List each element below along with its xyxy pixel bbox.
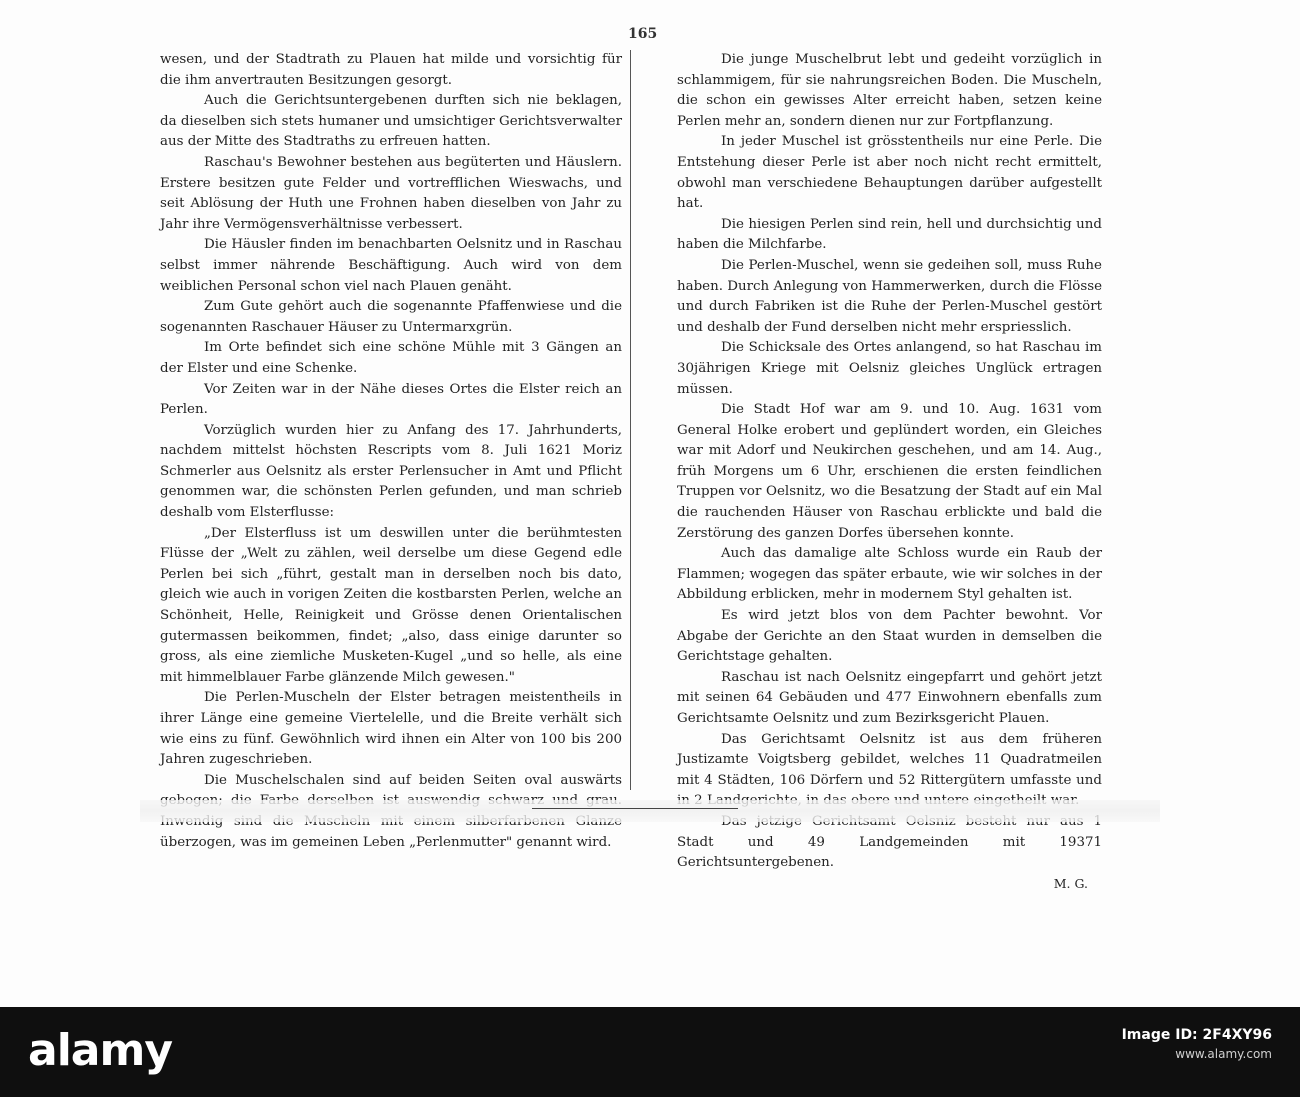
- bleed-through-band: [140, 800, 1160, 822]
- paragraph: Im Orte befindet sich eine schöne Mühle mit 3 Gängen an der Elster und eine Schenke.: [160, 340, 622, 376]
- right-text-column: [677, 50, 1102, 894]
- paragraph: Die Muschelschalen sind auf beiden Seiten oval auswärts überzogen, was im gemeinen Leben „Perlenmutter" genannt wird.: [160, 772, 622, 850]
- paragraph: Stadt und 49 Landgemeinden mit 19371 Gerichtsuntergebenen.: [677, 834, 1102, 871]
- end-rule: [532, 808, 738, 809]
- paragraph: Die Stadt Hof war am 9. und 10. Aug. 1631 vom General Holke erobert und geplündert worden, ein Gleiches war mit Adorf und Neukirchen geschehen, und am 14. Aug., früh Morgens um 6 Uhr, erschienen die ersten feindlichen Truppen vor Oelsnitz, wo die Besatzung der Stadt auf ein Mal die rauchenden Häuser von Raschau erblickte und bald die Zerstörung des ganzen Dorfes übersehen konnte.: [677, 402, 1102, 541]
- paragraph: Raschau's Bewohner bestehen aus begüterten und Häuslern. Erstere besitzen gute Felder und vortrefflichen Wieswachs, und seit Ablösung der Huth une Frohnen haben dieselben von Jahr zu Jahr ihre Vermögensverhältnisse verbessert.: [160, 154, 622, 232]
- paragraph: Raschau ist nach Oelsnitz eingepfarrt und gehört jetzt mit seinen 64 Gebäuden und 477 Einwohnern ebenfalls zum Gerichtsamte Oelsnitz und zum Bezirksgericht Plauen.: [677, 669, 1102, 726]
- watermark-banner: [0, 1007, 1300, 1097]
- paragraph: Das Gerichtsamt Oelsnitz ist aus dem früheren Justizamte Voigtsberg gebildet, welches 11 Quadratmeilen mit 4 Städten, 106 Dörfern und 52 Rittergütern umfasste und: [677, 731, 1102, 788]
- paragraph: Auch die Gerichtsuntergebenen durften sich nie beklagen, da dieselben sich stets humaner und umsichtiger Gerichtsverwalter aus der Mitte des Stadtraths zu erfreuen hatten.: [160, 93, 622, 150]
- paragraph: Die hiesigen Perlen sind rein, hell und durchsichtig und haben die Milchfarbe.: [677, 216, 1102, 253]
- paragraph: „Der Elsterfluss ist um deswillen unter die berühmtesten Flüsse der „Welt zu zählen, weil derselbe um diese Gegend edle Perlen bei sich „führt, gestalt man in derselben noch bis dato, gleich wie auch in vorigen Zeiten die kostbarsten Perlen, welche an Schönheit, Helle, Reinigkeit und Grösse denen Orientalischen gutermassen beikommen, findet; „also, dass einige darunter so gross, als eine ziemliche Musketen-Kugel „und so helle, als eine mit himmelblauer Farbe glänzende Milch gewesen.": [160, 525, 622, 685]
- paragraph: Die Perlen-Muschel, wenn sie gedeihen soll, muss Ruhe haben. Durch Anlegung von Hammerwerken, durch die Flösse und durch Fabriken ist die Ruhe der Perlen-Muschel gestört und deshalb der Fund derselben nicht mehr erspriesslich.: [677, 257, 1102, 335]
- paragraph: Vorzüglich wurden hier zu Anfang des 17. Jahrhunderts, nachdem mittelst höchsten Rescripts vom 8. Juli 1621 Moriz Schmerler aus Oelsnitz als erster Perlensucher in Amt und Pflicht genommen war, die schönsten Perlen gefunden, und man schrieb deshalb vom Elsterflusse:: [160, 422, 622, 521]
- paragraph: Die Perlen-Muscheln der Elster betragen meistentheils in ihrer Länge eine gemeine Viertelelle, und die Breite verhält sich wie eins zu fünf. Gewöhnlich wird ihnen ein Alter von 100 bis 200 Jahren zugeschrieben.: [160, 690, 622, 768]
- paragraph: Vor Zeiten war in der Nähe dieses Ortes die Elster reich an Perlen.: [160, 381, 622, 418]
- paragraph: Auch das damalige alte Schloss wurde ein Raub der Flammen; wogegen das später erbaute, wie wir solches in der Abbildung erblicken, mehr in modernem Styl gehalten ist.: [677, 546, 1102, 603]
- brand-logo: [28, 1025, 172, 1076]
- brand-logo-text: alamy: [28, 1025, 172, 1076]
- paragraph: In jeder Muschel ist grösstentheils nur eine Perle. Die Entstehung dieser Perle ist aber noch nicht recht ermittelt, obwohl man verschiedene Behauptungen darüber aufgestellt hat.: [677, 134, 1102, 212]
- left-text-column: [160, 50, 622, 853]
- image-id-block: [1122, 1023, 1272, 1061]
- author-signature: M. G.: [1053, 875, 1088, 891]
- site-url: www.alamy.com: [1175, 1047, 1272, 1061]
- column-divider: [630, 50, 631, 790]
- image-id-label: Image ID: 2F4XY96: [1121, 1027, 1272, 1043]
- paragraph: Es wird jetzt blos von dem Pachter bewohnt. Vor Abgabe der Gerichte an den Staat wurden in demselben die Gerichtstage gehalten.: [677, 608, 1102, 665]
- page-number: 165: [628, 26, 658, 42]
- paragraph: wesen, und der Stadtrath zu Plauen hat milde und vorsichtig für die ihm anvertrauten Besitzungen gesorgt.: [160, 52, 622, 88]
- paragraph: Die junge Muschelbrut lebt und gedeiht vorzüglich in schlammigem, für sie nahrungsreichen Boden. Die Muscheln, die schon ein gewisses Alter erreicht haben, setzen keine Perlen mehr an, sondern dienen nur zur Fortpflanzung.: [677, 52, 1102, 129]
- paragraph: Die Häusler finden im benachbarten Oelsnitz und in Raschau selbst immer nährende Beschäftigung. Auch wird von dem weiblichen Personal schon viel nach Plauen genäht.: [160, 237, 622, 294]
- paragraph: Die Schicksale des Ortes anlangend, so hat Raschau im 30jährigen Kriege mit Oelsniz gleiches Unglück ertragen müssen.: [677, 340, 1102, 397]
- paragraph: Zum Gute gehört auch die sogenannte Pfaffenwiese und die sogenannten Raschauer Häuser zu Untermarxgrün.: [160, 299, 622, 335]
